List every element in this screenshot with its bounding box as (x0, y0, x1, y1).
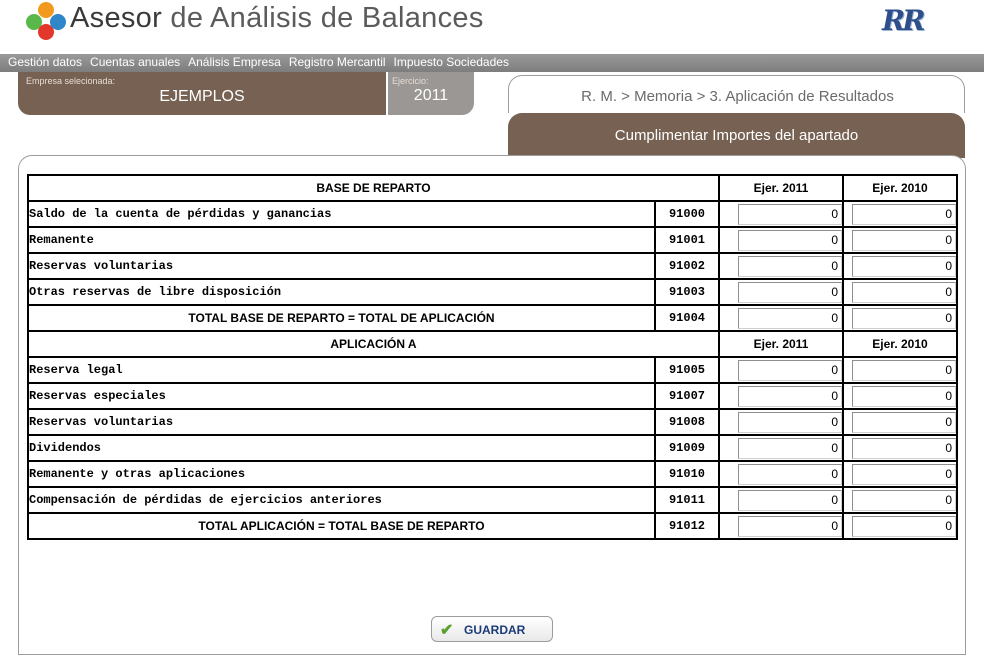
base-total-code: 91004 (655, 305, 719, 331)
table-row (28, 487, 957, 513)
row-code: 91011 (655, 487, 719, 513)
table-row (28, 201, 957, 227)
table-row (28, 279, 957, 305)
amount-2011-input[interactable] (738, 464, 842, 485)
section-title: Cumplimentar Importes del apartado (614, 127, 859, 144)
row-label: Dividendos (28, 435, 655, 461)
save-button[interactable] (431, 616, 553, 642)
amount-2011-input[interactable] (738, 412, 842, 433)
row-code: 91009 (655, 435, 719, 461)
app-logo-icon (24, 2, 64, 42)
row-code: 91000 (655, 201, 719, 227)
amounts-table (27, 174, 958, 540)
amount-2010-input[interactable] (852, 412, 956, 433)
aplicacion-total-code: 91012 (655, 513, 719, 539)
save-button-label: GUARDAR (464, 623, 526, 637)
check-icon: ✔ (440, 622, 454, 639)
brand-logo: RR (882, 4, 923, 37)
col-header-2011-b: Ejer. 2011 (719, 331, 843, 357)
row-code: 91002 (655, 253, 719, 279)
row-label: Reservas voluntarias (28, 253, 655, 279)
year-value: 2011 (413, 87, 449, 104)
amount-2011-input[interactable] (738, 360, 842, 381)
base-total-2011-input[interactable] (738, 308, 842, 329)
amount-2010-input[interactable] (852, 230, 956, 251)
menu-item-gestion-datos[interactable]: Gestión datos (8, 55, 83, 69)
table-row (28, 253, 957, 279)
col-header-2010-b: Ejer. 2010 (843, 331, 957, 357)
table-row (28, 461, 957, 487)
aplicacion-total-label: TOTAL APLICACIÓN = TOTAL BASE DE REPARTO (28, 513, 655, 539)
row-label: Remanente (28, 227, 655, 253)
company-value: EJEMPLOS (159, 88, 245, 105)
aplicacion-header-row (28, 331, 957, 357)
col-header-2011: Ejer. 2011 (719, 175, 843, 201)
app-header (0, 0, 984, 54)
breadcrumb-text: R. M. > Memoria > 3. Aplicación de Resultados (581, 88, 894, 105)
selected-company (18, 72, 386, 115)
menu-item-analisis-empresa[interactable]: Análisis Empresa (188, 55, 281, 69)
base-rows (28, 201, 957, 305)
main-menu (0, 54, 984, 72)
year-label: Ejercicio: (392, 76, 429, 86)
amount-2010-input[interactable] (852, 438, 956, 459)
table-row (28, 409, 957, 435)
app-title: Asesor de Análisis de Balances (70, 2, 484, 34)
row-label: Compensación de pérdidas de ejercicios anteriores (28, 487, 655, 513)
amount-2011-input[interactable] (738, 256, 842, 277)
amount-2010-input[interactable] (852, 204, 956, 225)
menu-item-registro-mercantil[interactable]: Registro Mercantil (288, 55, 386, 69)
row-label: Reserva legal (28, 357, 655, 383)
aplicacion-total-2011-input[interactable] (738, 516, 842, 537)
table-row (28, 357, 957, 383)
company-label: Empresa selecionada: (26, 76, 116, 86)
row-label: Saldo de la cuenta de pérdidas y ganancias (28, 201, 655, 227)
base-total-row (28, 305, 957, 331)
aplicacion-total-row (28, 513, 957, 539)
amount-2010-input[interactable] (852, 464, 956, 485)
breadcrumb (508, 75, 965, 113)
row-label: Reservas voluntarias (28, 409, 655, 435)
selected-year (388, 72, 474, 115)
aplicacion-header: APLICACIÓN A (28, 331, 719, 357)
row-code: 91003 (655, 279, 719, 305)
row-code: 91001 (655, 227, 719, 253)
row-code: 91008 (655, 409, 719, 435)
amount-2011-input[interactable] (738, 386, 842, 407)
col-header-2010: Ejer. 2010 (843, 175, 957, 201)
amount-2011-input[interactable] (738, 282, 842, 303)
amount-2010-input[interactable] (852, 282, 956, 303)
base-header: BASE DE REPARTO (28, 175, 719, 201)
amount-2011-input[interactable] (738, 230, 842, 251)
base-total-label: TOTAL BASE DE REPARTO = TOTAL DE APLICACIÓN (28, 305, 655, 331)
row-label: Reservas especiales (28, 383, 655, 409)
section-title-tab (508, 113, 965, 158)
row-code: 91005 (655, 357, 719, 383)
row-label: Remanente y otras aplicaciones (28, 461, 655, 487)
amount-2010-input[interactable] (852, 490, 956, 511)
table-row (28, 383, 957, 409)
row-label: Otras reservas de libre disposición (28, 279, 655, 305)
menu-item-impuesto-sociedades[interactable]: Impuesto Sociedades (393, 55, 509, 69)
menu-item-cuentas-anuales[interactable]: Cuentas anuales (90, 55, 181, 69)
aplicacion-rows (28, 357, 957, 513)
amount-2010-input[interactable] (852, 256, 956, 277)
table-row (28, 227, 957, 253)
amount-2011-input[interactable] (738, 204, 842, 225)
base-total-2010-input[interactable] (852, 308, 956, 329)
row-code: 91007 (655, 383, 719, 409)
table-row (28, 435, 957, 461)
amount-2011-input[interactable] (738, 438, 842, 459)
aplicacion-total-2010-input[interactable] (852, 516, 956, 537)
amount-2010-input[interactable] (852, 360, 956, 381)
amount-2011-input[interactable] (738, 490, 842, 511)
amount-2010-input[interactable] (852, 386, 956, 407)
table-header-row (28, 175, 957, 201)
row-code: 91010 (655, 461, 719, 487)
